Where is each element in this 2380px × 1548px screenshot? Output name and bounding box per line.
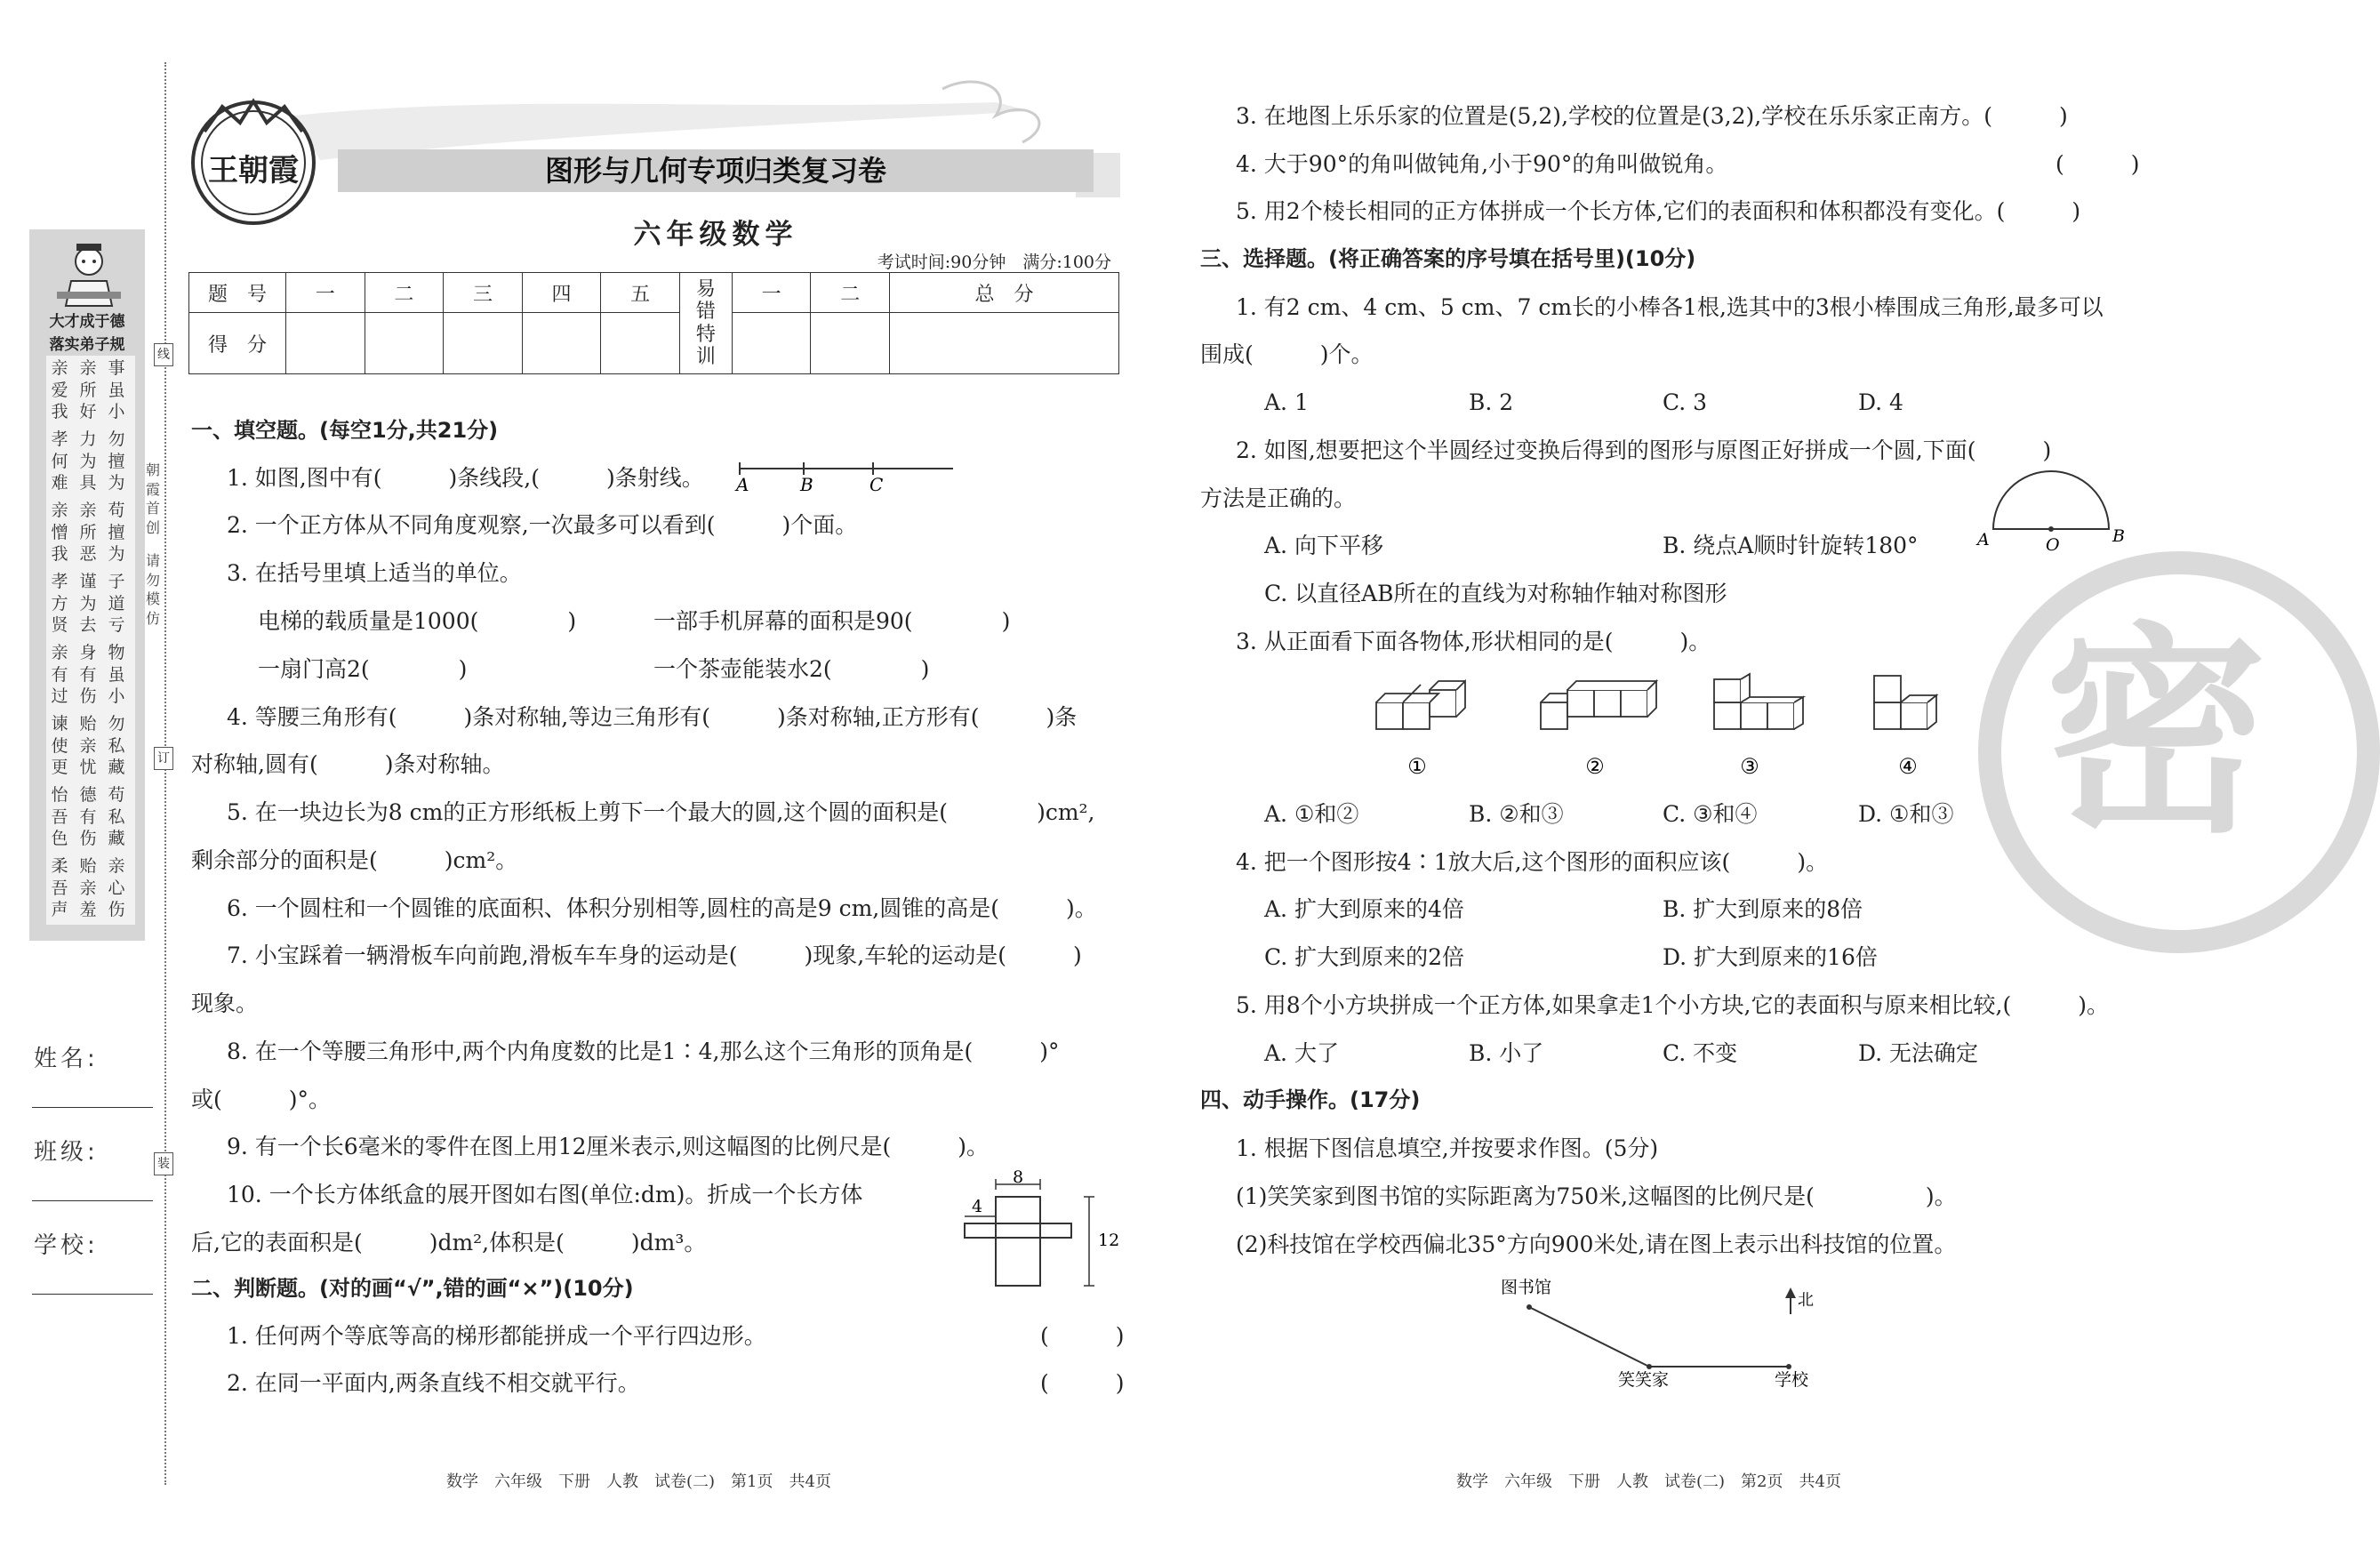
motto-column: 亲所好 (79, 358, 97, 422)
special-col-2: 二 (811, 273, 890, 313)
motto-column: 亲有过 (51, 643, 68, 707)
score-cell-2[interactable] (365, 313, 444, 374)
q2-1-answer[interactable]: ( ) (1040, 1323, 1125, 1349)
semi-label-o: O (2046, 535, 2060, 555)
motto-column: 柔吾声 (51, 856, 68, 920)
q1-3: 3. 在括号里填上适当的单位。 (227, 560, 522, 586)
motto-column: 勿擅为 (108, 429, 125, 493)
section-4-heading: 四、动手操作。(17分) (1200, 1087, 1421, 1112)
motto-column: 亲所恶 (79, 501, 97, 565)
seal-mark-xian: 线 (154, 343, 173, 366)
q3-1a: 1. 有2 cm、4 cm、5 cm、7 cm长的小棒各1根,选其中的3根小棒围成三角形,最多可以 (1236, 294, 2104, 320)
figure-semicircle (1974, 467, 2125, 556)
score-col-2: 二 (365, 273, 444, 313)
q3-1-opt-a[interactable]: A. 1 (1264, 389, 1309, 415)
label-a: A (736, 474, 749, 495)
seal-mark-ding: 订 (154, 747, 173, 770)
q1-3d: 一个茶壶能装水2( ) (653, 656, 930, 682)
q1-7b: 现象。 (191, 991, 259, 1016)
q1-10a: 10. 一个长方体纸盒的展开图如右图(单位:dm)。折成一个长方体 (227, 1182, 863, 1207)
school-field[interactable] (32, 1294, 153, 1295)
score-row-label: 得 分 (189, 313, 286, 374)
score-col-1: 一 (286, 273, 365, 313)
motto-column: 德有伤 (79, 785, 97, 849)
map-label-home: 笑笑家 (1618, 1370, 1670, 1390)
watermark-char: 密 (2045, 604, 2267, 862)
semi-label-b: B (2112, 526, 2125, 546)
score-cell-4[interactable] (522, 313, 601, 374)
q3-3-opt-d[interactable]: D. ①和③ (1858, 801, 1954, 827)
q1-4b: 对称轴,圆有( )条对称轴。 (191, 751, 505, 777)
special-col-1: 一 (732, 273, 811, 313)
logo-emblem (187, 96, 320, 229)
exam-info: 考试时间:90分钟 满分:100分 (877, 253, 1111, 272)
q1-7a: 7. 小宝踩着一辆滑板车向前跑,滑板车车身的运动是( )现象,车轮的运动是( ) (227, 942, 1082, 968)
q3-4: 4. 把一个图形按4∶1放大后,这个图形的面积应该( )。 (1236, 849, 1829, 875)
special-cell-1[interactable] (732, 313, 811, 374)
q3-5-opt-b[interactable]: B. 小了 (1469, 1040, 1544, 1066)
cube-figure-4 (1874, 676, 1936, 729)
q1-4a: 4. 等腰三角形有( )条对称轴,等边三角形有( )条对称轴,正方形有( )条 (227, 704, 1078, 730)
q4-1b: (2)科技馆在学校西偏北35°方向900米处,请在图上表示出科技馆的位置。 (1236, 1231, 1957, 1257)
q2-2: 2. 在同一平面内,两条直线不相交就平行。 (227, 1370, 640, 1396)
class-label: 班级: (34, 1139, 99, 1166)
q1-3c: 一扇门高2( ) (258, 656, 468, 682)
motto-column: 孝方贤 (51, 572, 68, 636)
seal-mark-zhuang: 装 (154, 1152, 173, 1175)
motto-column: 事虽小 (108, 358, 125, 422)
score-cell-3[interactable] (444, 313, 523, 374)
motto-column: 亲憎我 (51, 501, 68, 565)
label-b: B (800, 474, 813, 495)
cube-figure-2 (1541, 681, 1656, 729)
score-header-label: 题 号 (189, 273, 286, 313)
q3-2-opt-c[interactable]: C. 以直径AB所在的直线为对称轴作轴对称图形 (1264, 581, 1727, 606)
score-table (188, 272, 1119, 374)
special-training-label (679, 273, 732, 374)
q1-5a: 5. 在一块边长为8 cm的正方形纸板上剪下一个最大的圆,这个圆的面积是( )cm², (227, 799, 1095, 825)
q3-1-opt-c[interactable]: C. 3 (1663, 389, 1708, 415)
section-1-heading: 一、填空题。(每空1分,共21分) (191, 418, 499, 443)
q4-1a: (1)笑笑家到图书馆的实际距离为750米,这幅图的比例尺是( )。 (1236, 1183, 1957, 1209)
motto-column: 亲爱我 (51, 358, 68, 422)
q2-4: 4. 大于90°的角叫做钝角,小于90°的角叫做锐角。 (1236, 151, 1728, 177)
q1-5b: 剩余部分的面积是( )cm²。 (191, 847, 518, 873)
q3-5: 5. 用8个小方块拼成一个正方体,如果拿走1个小方块,它的表面积与原来相比较,( )。 (1236, 992, 2109, 1018)
cube-figure-1 (1376, 681, 1465, 729)
class-field[interactable] (32, 1200, 153, 1201)
q3-4-opt-a[interactable]: A. 扩大到原来的4倍 (1264, 896, 1464, 922)
q3-3: 3. 从正面看下面各物体,形状相同的是( )。 (1236, 629, 1711, 654)
motto-column: 亲心伤 (108, 856, 125, 920)
page-subtitle: 六年级数学 (633, 219, 798, 251)
motto-column: 力为具 (79, 429, 97, 493)
motto-column: 怡吾色 (51, 785, 68, 849)
total-cell[interactable] (890, 313, 1119, 374)
label-c: C (869, 474, 884, 495)
motto-column: 苟擅为 (108, 501, 125, 565)
motto-column: 贻亲忧 (79, 714, 97, 778)
score-col-5: 五 (601, 273, 680, 313)
figure-map (1503, 1273, 1840, 1398)
logo-text: 王朝霞 (208, 153, 299, 188)
school-label: 学校: (34, 1232, 99, 1259)
q1-3a: 电梯的载质量是1000( ) (258, 608, 577, 634)
q3-4-opt-c[interactable]: C. 扩大到原来的2倍 (1264, 944, 1465, 970)
q3-2-opt-b[interactable]: B. 绕点A顺时针旋转180° (1663, 533, 1919, 558)
motto-column: 谏使更 (51, 714, 68, 778)
motto-column: 物虽小 (108, 643, 125, 707)
q3-4-opt-b[interactable]: B. 扩大到原来的8倍 (1663, 896, 1863, 922)
q2-3: 3. 在地图上乐乐家的位置是(5,2),学校的位置是(3,2),学校在乐乐家正南方。( ) (1236, 103, 2068, 129)
q1-8b: 或( )°。 (191, 1087, 332, 1112)
footer-page-2: 数学 六年级 下册 人教 试卷(二) 第2页 共4页 (1456, 1472, 1841, 1491)
score-cell-5[interactable] (601, 313, 680, 374)
q2-2-answer[interactable]: ( ) (1040, 1370, 1125, 1396)
q1-1: 1. 如图,图中有( )条线段,( )条射线。 (227, 465, 704, 491)
q1-8a: 8. 在一个等腰三角形中,两个内角度数的比是1∶4,那么这个三角形的顶角是( )° (227, 1039, 1060, 1064)
motto-column: 苟私藏 (108, 785, 125, 849)
fig-num-3: ③ (1740, 754, 1759, 779)
q2-4-answer[interactable]: ( ) (2055, 151, 2140, 177)
score-col-3: 三 (444, 273, 523, 313)
semi-label-a: A (1977, 530, 1990, 549)
binding-dotted-line (164, 62, 166, 1485)
q3-2-opt-a[interactable]: A. 向下平移 (1264, 533, 1383, 558)
q3-5-opt-d[interactable]: D. 无法确定 (1858, 1040, 1979, 1066)
name-field[interactable] (32, 1107, 153, 1108)
cube-figure-3 (1714, 674, 1803, 729)
dim-4: 4 (971, 1197, 983, 1216)
name-label: 姓名: (34, 1046, 99, 1072)
dim-12: 12 (1098, 1231, 1120, 1250)
special-cell-2[interactable] (811, 313, 890, 374)
q3-1-opt-d[interactable]: D. 4 (1858, 389, 1903, 415)
motto-column: 子道亏 (108, 572, 125, 636)
fig-num-1: ① (1407, 754, 1427, 779)
vertical-note-2: 请勿模仿 (145, 552, 160, 627)
fig-num-4: ④ (1898, 754, 1918, 779)
figure-segment-abc (731, 458, 962, 493)
figure-cube-views (1369, 676, 1938, 782)
footer-page-1: 数学 六年级 下册 人教 试卷(二) 第1页 共4页 (446, 1472, 831, 1491)
q3-3-opt-a[interactable]: A. ①和② (1264, 801, 1359, 827)
q1-6: 6. 一个圆柱和一个圆锥的底面积、体积分别相等,圆柱的高是9 cm,圆锥的高是( )。 (227, 895, 1097, 921)
map-north-label: 北 (1798, 1291, 1814, 1310)
map-label-school: 学校 (1775, 1370, 1809, 1390)
figure-box-net (956, 1167, 1134, 1296)
section-3-heading: 三、选择题。(将正确答案的序号填在括号里)(10分) (1200, 246, 1696, 271)
motto-header-line-2: 落实弟子规 (49, 335, 125, 354)
section-2-heading: 二、判断题。(对的画“√”,错的画“×”)(10分) (191, 1276, 634, 1301)
q3-3-opt-c[interactable]: C. ③和④ (1663, 801, 1758, 827)
motto-column: 贻亲羞 (79, 856, 97, 920)
motto-column: 身有伤 (79, 643, 97, 707)
motto-column: 谨为去 (79, 572, 97, 636)
q3-1b: 围成( )个。 (1200, 341, 1374, 367)
q3-2a: 2. 如图,想要把这个半圆经过变换后得到的图形与原图正好拼成一个圆,下面( ) (1236, 437, 2052, 463)
q2-5: 5. 用2个棱长相同的正方体拼成一个长方体,它们的表面积和体积都没有变化。( ) (1236, 198, 2081, 224)
q1-9: 9. 有一个长6毫米的零件在图上用12厘米表示,则这幅图的比例尺是( )。 (227, 1134, 989, 1159)
motto-column: 勿私藏 (108, 714, 125, 778)
q1-3b: 一部手机屏幕的面积是90( ) (653, 608, 1011, 634)
q4-1: 1. 根据下图信息填空,并按要求作图。(5分) (1236, 1135, 1659, 1161)
scholar-illustration (44, 238, 133, 309)
q2-1: 1. 任何两个等底等高的梯形都能拼成一个平行四边形。 (227, 1323, 766, 1349)
motto-header-line-1: 大才成于德 (49, 313, 125, 331)
dim-8: 8 (1012, 1167, 1024, 1187)
q3-5-opt-a[interactable]: A. 大了 (1264, 1040, 1339, 1066)
map-label-library: 图书馆 (1501, 1278, 1552, 1297)
q3-3-opt-b[interactable]: B. ②和③ (1469, 801, 1564, 827)
score-cell-1[interactable] (286, 313, 365, 374)
motto-header (34, 311, 140, 357)
q1-10b: 后,它的表面积是( )dm²,体积是( )dm³。 (191, 1230, 707, 1255)
vertical-note-1: 朝霞首创 (145, 461, 160, 536)
q3-1-opt-b[interactable]: B. 2 (1469, 389, 1514, 415)
q1-2: 2. 一个正方体从不同角度观察,一次最多可以看到( )个面。 (227, 512, 858, 538)
q3-4-opt-d[interactable]: D. 扩大到原来的16倍 (1663, 944, 1878, 970)
page-title: 图形与几何专项归类复习卷 (544, 154, 886, 188)
total-label: 总 分 (890, 273, 1119, 313)
fig-num-2: ② (1585, 754, 1605, 779)
score-col-4: 四 (522, 273, 601, 313)
motto-column: 孝何难 (51, 429, 68, 493)
q3-5-opt-c[interactable]: C. 不变 (1663, 1040, 1738, 1066)
q3-2b: 方法是正确的。 (1200, 485, 1357, 511)
special-training-text: 易错特训 (695, 277, 716, 368)
